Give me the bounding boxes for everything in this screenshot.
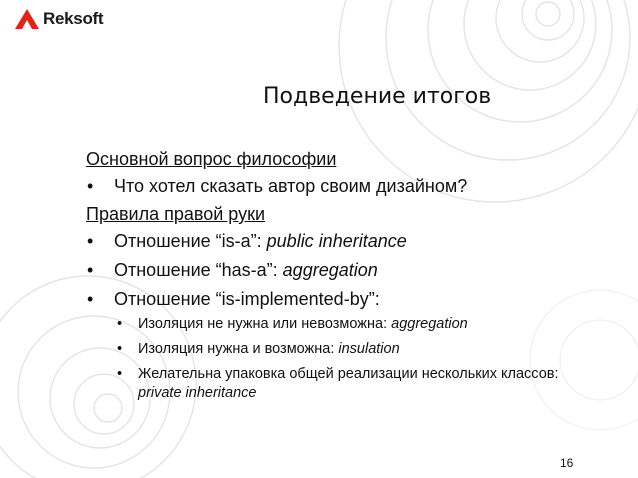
page-number: 16 <box>560 456 574 470</box>
bullet-icon: • <box>87 260 94 280</box>
sub-bullet-list <box>86 315 606 403</box>
sub-bullet-isolation-needed: • Изоляция нужна и возможна: insulation <box>117 341 400 357</box>
slide-content <box>86 146 606 409</box>
section-heading-philosophy: Основной вопрос философии <box>86 149 337 169</box>
bullet-icon: • <box>117 341 123 357</box>
bullet-has-a: • Отношение “has-a”: aggregation <box>86 256 606 285</box>
bullet-icon: • <box>87 176 94 196</box>
slide-title: Подведение итогов <box>263 84 492 109</box>
bullet-icon: • <box>117 366 123 382</box>
sub-bullet-packaging: • Желательна упаковка общей реализации нескольких классов: private inheritance <box>117 366 559 401</box>
bullet-icon: • <box>117 316 123 332</box>
logo-text: Reksoft <box>43 9 104 28</box>
section-heading-rules: Правила правой руки <box>86 204 266 224</box>
bullet-icon: • <box>87 289 94 309</box>
sub-bullet-no-isolation: • Изоляция не нужна или невозможна: aggregation <box>117 316 468 332</box>
logo-triangle-icon <box>14 8 40 30</box>
bullet-is-a: • Отношение “is-a”: public inheritance <box>86 227 606 256</box>
reksoft-logo <box>14 8 103 30</box>
bullet-icon: • <box>87 231 94 251</box>
bullet-designer-intent: • Что хотел сказать автор своим дизайном? <box>86 172 606 201</box>
bullet-is-implemented-by: • Отношение “is-implemented-by”: <box>86 285 606 314</box>
